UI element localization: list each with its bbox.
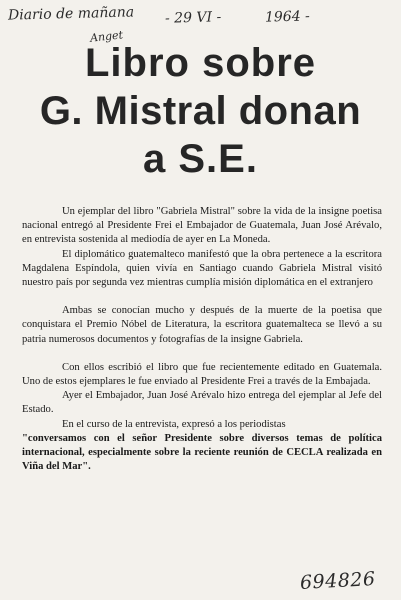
headline-line-1: Libro sobre — [84, 41, 317, 85]
handwritten-year: 1964 - — [264, 8, 311, 26]
quote-paragraph: "conversamos con el señor Presidente sobre diversos temas de política internacional, especialmente sobre la reciente reunión de CECLA realizada en Viña del Mar". — [22, 432, 382, 473]
paragraph-4: Con ellos escribió el libro que fue recientemente editado en Guatemala. Uno de estos ejemplares le fue enviado al Presidente Frei a través de la Embajada. — [22, 361, 382, 388]
handwritten-catalog-number: 694826 — [299, 568, 377, 594]
paragraph-1: Un ejemplar del libro "Gabriela Mistral" sobre la vida de la insigne poetisa nacional entregó al Presidente Frei el Embajador de Guatemala, Juan José Arévalo, en entrevista sostenida al mediodía de ayer en La Moneda. — [22, 206, 382, 246]
paragraph-2: El diplomático guatemalteco manifestó que la obra pertenece a la escritora Magdalena Espíndola, quien vivía en Santiago cuando Gabriela Mistral visitó nuestro país por segunda vez mientras cumplía misión diplomática en el extranjero — [22, 248, 382, 289]
paragraph-3: Ambas se conocían mucho y después de la muerte de la poetisa que conquistara el Premio Nóbel de Literatura, la escritora guatemalteca se llevó a su patria numerosos documentos y fotografías de la insigne Gabriela. — [22, 305, 382, 345]
paragraph-5: Ayer el Embajador, Juan José Arévalo hizo entrega del ejemplar al Jefe del Estado. — [22, 390, 382, 416]
paragraph-6: En el curso de la entrevista, expresó a los periodistas — [62, 418, 286, 430]
handwritten-source: Diario de mañana — [7, 4, 135, 24]
headline — [0, 40, 401, 182]
headline-line-2: G. Mistral donan — [39, 89, 362, 133]
headline-line-3: a S.E. — [143, 137, 258, 181]
handwritten-note: Anget — [89, 28, 124, 45]
article-body — [22, 205, 382, 474]
handwritten-date: - 29 VI - — [164, 9, 222, 27]
